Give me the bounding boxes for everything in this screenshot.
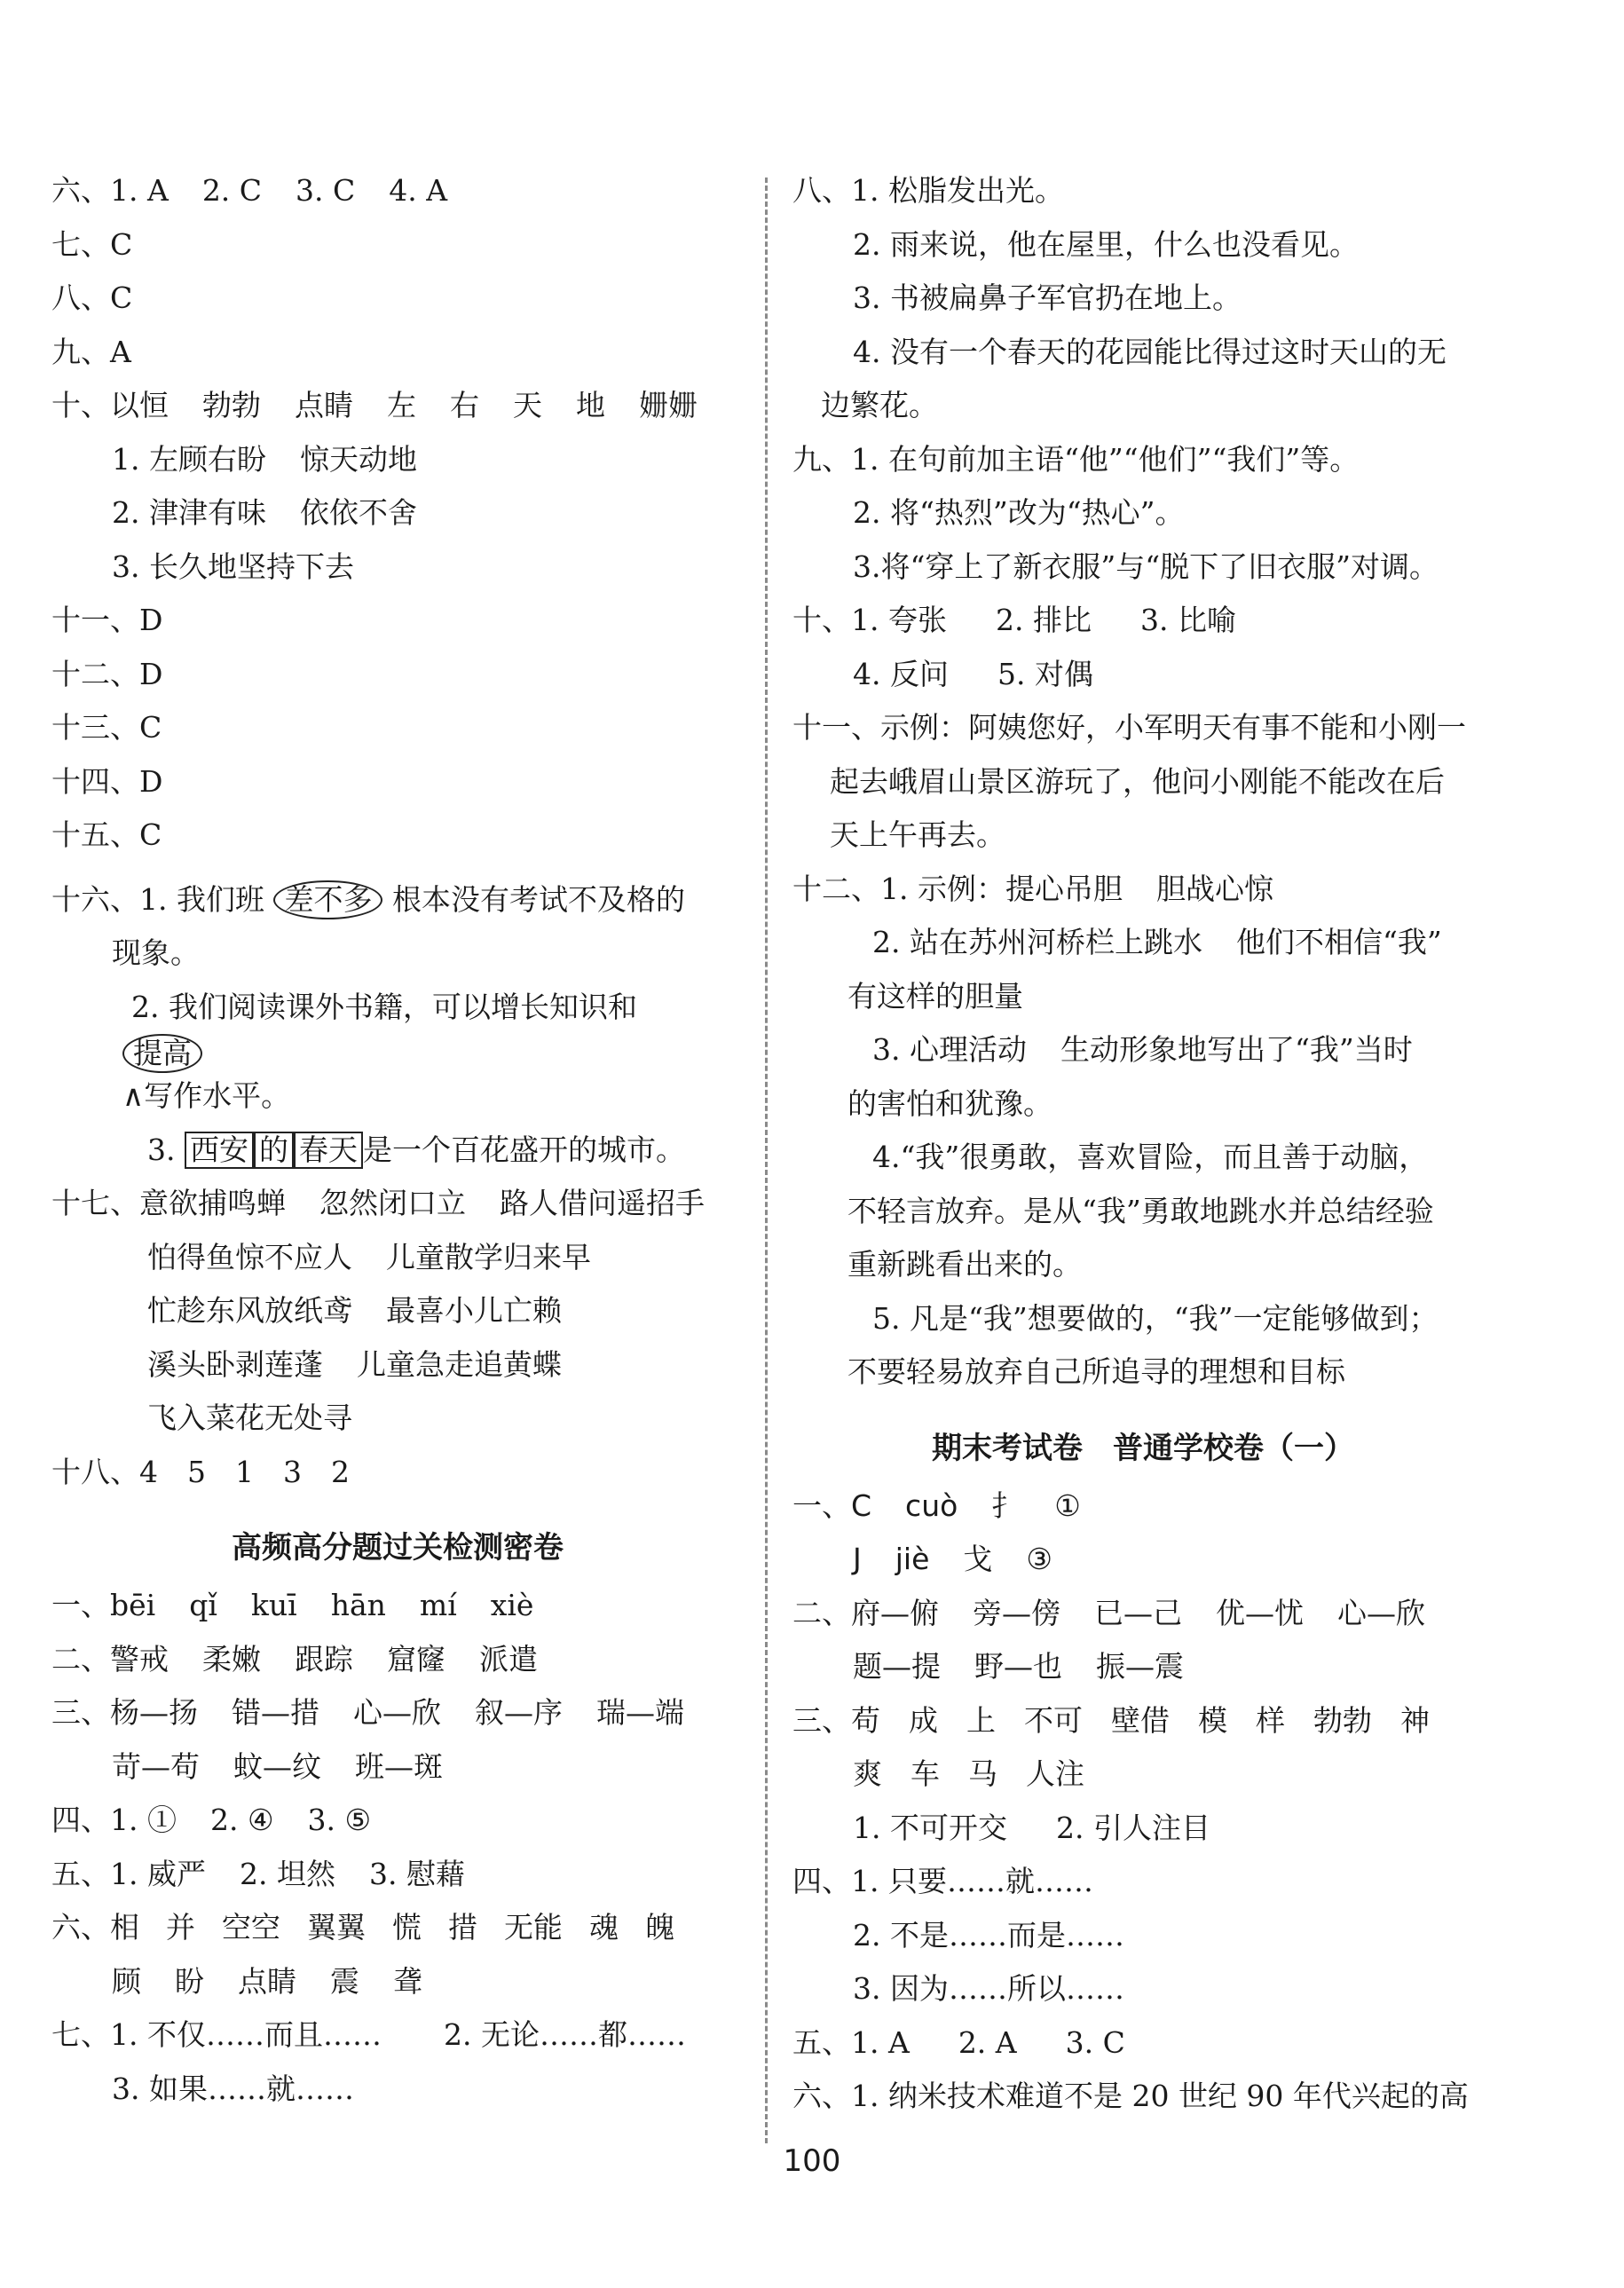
answer-line: 边繁花。 [821,388,938,422]
answer-line: 一、C cuò 扌 ① [792,1487,1081,1523]
answer-line: 十七、意欲捕鸣蝉 忽然闭口立 路人借问遥招手 [51,1186,705,1220]
answer-line: 不轻言放弃。是从“我”勇敢地跳水并总结经验 [847,1193,1434,1228]
answer-line: 4. 反问 5. 对偶 [853,656,1093,691]
boxed-word: 的 [254,1132,294,1169]
answer-line: 3. 长久地坚持下去 [112,548,354,584]
answer-line: 八、1. 松脂发出光。 [792,173,1064,208]
answer-line: 苛—苟 蚊—纹 班—斑 [112,1748,443,1784]
answer-line: 顾 盼 点睛 震 聋 [112,1963,422,1999]
left-column [51,164,744,2116]
answer-line: 十、以恒 勃勃 点睛 左 右 天 地 姗姗 [51,388,698,422]
answer-line: 三、苟 成 上 不可 壁借 模 样 勃勃 神 [792,1702,1430,1738]
answer-line: 2. 我们阅读课外书籍，可以增长知识和 [131,989,637,1024]
answer-line: 九、A [51,334,131,369]
answer-line: 九、1. 在句前加主语“他”“他们”“我们”等。 [792,441,1360,477]
answer-line: 十二、1. 示例：提心吊胆 胆战心惊 [792,871,1273,906]
answer-line [51,1034,744,1069]
answer-line: 3.将“穿上了新衣服”与“脱下了旧衣服”对调。 [853,548,1439,584]
answer-line: 八、C [51,280,133,315]
answer-line: 5. 凡是“我”想要做的，“我”一定能够做到； [872,1300,1439,1336]
answer-line: 六、相 并 空空 翼翼 慌 措 无能 魂 魄 [51,1910,674,1945]
answer-line: 1. 不可开交 2. 引人注目 [853,1810,1210,1845]
answer-line: 十二、D [51,656,163,691]
answer-line: 重新跳看出来的。 [847,1247,1082,1282]
answer-line: 溪头卧剥莲蓬 儿童急走追黄蝶 [147,1346,562,1382]
answer-line: 起去峨眉山景区游玩了，他问小刚能不能改在后 [830,763,1445,799]
answer-line: 十八、4 5 1 3 2 [51,1454,350,1489]
right-column [792,164,1494,2124]
answer-line: 2. 津津有味 依依不舍 [112,495,417,530]
boxed-word: 西安 [185,1132,254,1169]
answer-line: 飞入菜花无处寻 [147,1400,352,1435]
answer-line: 十三、C [51,710,162,745]
answer-line: 3. 心理活动 生动形象地写出了“我”当时 [872,1032,1413,1067]
answer-line: 有这样的胆量 [847,978,1023,1014]
answer-line: 4.“我”很勇敢，喜欢冒险，而且善于动脑， [872,1140,1429,1174]
answer-line: 七、C [51,226,133,262]
answer-line: 十一、D [51,603,163,637]
circled-word: 差不多 [273,880,382,919]
answer-line: 2. 不是……而是…… [853,1917,1124,1953]
answer-line: 2. 雨来说，他在屋里，什么也没看见。 [853,226,1359,262]
answer-line: ∧写作水平。 [122,1078,291,1113]
answer-line: 爽 车 马 人注 [853,1756,1084,1791]
answer-line: 十六、1. 我们班 差不多 根本没有考试不及格的 [51,873,744,927]
answer-line: 六、1. 纳米技术难道不是 20 世纪 90 年代兴起的高 [792,2079,1469,2113]
answer-line: 四、1. 只要……就…… [792,1864,1093,1898]
answer-line: 六、1. A 2. C 3. C 4. A [51,173,448,208]
answer-line: 2. 将“热烈”改为“热心”。 [853,495,1185,530]
answer-line: 4. 没有一个春天的花园能比得过这时天山的无 [853,334,1447,369]
section-heading: 高频高分题过关检测密卷 [232,1530,564,1566]
answer-line: 十、1. 夸张 2. 排比 3. 比喻 [792,603,1236,637]
answer-line: 七、1. 不仅……而且…… 2. 无论……都…… [51,2017,686,2052]
answer-line: 四、1. ① 2. ④ 3. ⑤ [51,1803,372,1837]
answer-line: 3. 如果……就…… [112,2071,354,2106]
insert-caret-icon: ∧ [122,1078,145,1113]
answer-line: 十四、D [51,763,163,799]
answer-line: 现象。 [112,935,200,970]
answer-line: 三、杨—扬 错—措 心—欣 叙—序 瑞—端 [51,1695,684,1730]
answer-line: 2. 站在苏州河桥栏上跳水 他们不相信“我” [872,925,1442,959]
boxed-word: 春天 [294,1132,363,1169]
answer-line: 五、1. 威严 2. 坦然 3. 慰藉 [51,1856,465,1891]
answer-line: 3. 西安 的 春天 是一个百花盛开的城市。 [147,1132,685,1167]
answer-line: 一、bēi qǐ kuī hān mí xiè [51,1588,534,1622]
answer-line: 题—提 野—也 振—震 [853,1649,1184,1684]
answer-line: 1. 左顾右盼 惊天动地 [112,441,417,477]
answer-line: 十五、C [51,817,162,852]
answer-line: 3. 书被扁鼻子军官扔在地上。 [853,280,1242,315]
column-divider [765,178,768,2143]
answer-line: 五、1. A 2. A 3. C [792,2024,1125,2060]
circled-word: 提高 [122,1034,202,1073]
answer-line: 二、警戒 柔嫩 跟踪 窟窿 派遣 [51,1641,538,1677]
answer-line: 二、府—俯 旁—傍 已—己 优—忧 心—欣 [792,1595,1425,1630]
answer-line: 不要轻易放弃自己所追寻的理想和目标 [847,1354,1345,1389]
section-heading: 期末考试卷 普通学校卷（一） [932,1430,1354,1466]
answer-line: 十一、示例：阿姨您好，小军明天有事不能和小刚一 [792,710,1466,745]
answer-line: 忙趁东风放纸鸢 最喜小儿亡赖 [147,1293,562,1328]
answer-line: 的害怕和犹豫。 [847,1085,1052,1121]
answer-line: 3. 因为……所以…… [853,1971,1124,2006]
answer-line: 天上午再去。 [830,817,1005,852]
answer-line: 怕得鱼惊不应人 儿童散学归来早 [147,1239,591,1274]
page-number: 100 [783,2143,841,2179]
answer-line: J jiè 戈 ③ [853,1542,1052,1576]
